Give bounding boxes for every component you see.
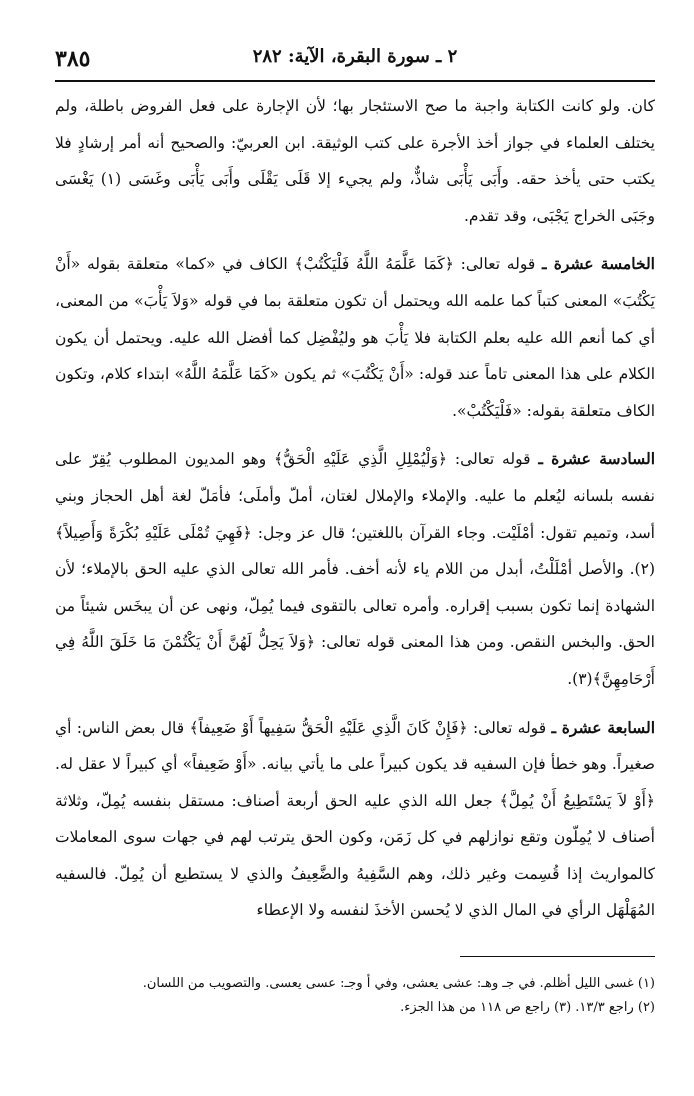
footnote: (١) غسى الليل أظلم. في جـ وهـ: عشى يعشى، وفي أ وجـ: عسى يعسى. والتصويب من اللسان.	[142, 976, 655, 991]
footnote-divider	[460, 956, 655, 957]
paragraph-text: قوله تعالى: ﴿كَمَا عَلَّمَهُ اللَّهُ فَلْيَكْتُبْ﴾ الكاف في «كما» متعلقة بقوله «أَنْ يَكْتُبَ» المعنى كتباً كما علمه الله ويحتمل أن تكون متعلقة بما في قوله «وَلاَ يَأْبَ» من المعنى، أي كما أنعم الله عليه بعلم الكتابة فلا يَأْبَ هو وليُفْضِل كما أفضل الله عليه. ويحتمل أن يكون الكلام على هذا المعنى تاماً عند قوله: «أَنْ يَكْتُبَ» ثم يكون «كَمَا عَلَّمَهُ اللَّهُ» ابتداء كلام، وتكون الكاف متعلقة بقوله: «فَلْيَكْتُبْ».	[55, 255, 655, 420]
paragraph-text: كان. ولو كانت الكتابة واجبة ما صح الاستئجار بها؛ لأن الإجارة على فعل الفروض باطلة، ولم يختلف العلماء في جواز أخذ الأجرة على كتب الوثيقة. ابن العربيّ: والصحيح أنه أمر إرشادٍ فلا يكتب حتى يأخذ حقه. وأَبَى يَأْبَى شاذٌّ، ولم يجيء إلا قَلَى يَقْلَى وأَبَى يَأْبَى وغَسَى (١) يَغْسَى وجَبَى الخراج يَجْبَى، وقد تقدم.	[55, 97, 656, 225]
page-number: ٣٨٥	[55, 46, 91, 72]
footnotes	[55, 972, 655, 1020]
paragraph	[55, 246, 655, 429]
paragraph	[55, 441, 655, 697]
issue-heading: السادسة عشرة ـ	[538, 449, 655, 469]
paragraph	[55, 710, 655, 930]
paragraph-text: قوله تعالى: ﴿فَإِنْ كَانَ الَّذِي عَلَيْهِ الْحَقُّ سَفِيهاً أَوْ ضَعِيفاً﴾ قال بعض الناس: أي صغيراً. وهو خطأ فإن السفيه قد يكون كبيراً على ما يأتي بيانه. «أَوْ ضَعِيفاً» أي كبيراً لا عقل له. ﴿أَوْ لاَ يَسْتَطِيعُ أَنْ يُمِلَّ﴾ جعل الله الذي عليه الحق أربعة أصناف: مستقل بنفسه يُمِلّ، وثلاثة أصناف لا يُمِلّون وتقع نوازلهم في كل زَمَن، وكون الحق يترتب لهم في جهات سوى المعاملات كالمواريث إذا قُسِمت وغير ذلك، وهم السَّفِيهُ والضَّعِيفُ والذي لا يستطيع أن يُمِلّ. فالسفيه المُهَلْهَل الرأي في المال الذي لا يُحسن الأخذَ لنفسه ولا الإعطاء	[55, 718, 655, 920]
footnote: (٢) راجع ١٣/٣. (٣) راجع ص ١١٨ من هذا الجزء.	[400, 1000, 655, 1015]
issue-heading: السابعة عشرة ـ	[551, 717, 656, 737]
issue-heading: الخامسة عشرة ـ	[542, 254, 655, 274]
main-text	[55, 88, 655, 929]
running-head: ٢ ـ سورة البقرة، الآية: ٢٨٢	[252, 46, 458, 67]
paragraph-text: قوله تعالى: ﴿وَلْيُمْلِلِ الَّذِي عَلَيْهِ الْحَقُّ﴾ وهو المديون المطلوب يُقِرّ على نفسه بلسانه ليُعلم ما عليه. والإملاء والإملال لغتان، أملّ وأملَى؛ فأمَلّ لغة أهل الحجاز وبني أسد، وتميم تقول: أمْلَيْت. وجاء القرآن باللغتين؛ قال عز وجل: ﴿فَهِيَ تُمْلَى عَلَيْهِ بُكْرَةً وَأَصِيلاً﴾(٢). والأصل أمْلَلْتُ، أبدل من اللام ياء لأنه أخف. فأمر الله تعالى الذي عليه الحق بالإملاء؛ لأن الشهادة إنما تكون بسبب إقراره. وأمره تعالى بالتقوى فيما يُمِلّ، ونهى عن أن يبخَس شيئاً من الحق. والبخس النقص. ومن هذا المعنى قوله تعالى: ﴿وَلاَ يَحِلُّ لَهُنَّ أَنْ يَكْتُمْنَ مَا خَلَقَ اللَّهُ فِي أَرْحَامِهِنَّ﴾(٣).	[55, 450, 655, 688]
paragraph	[55, 88, 655, 234]
page-header	[55, 40, 655, 82]
